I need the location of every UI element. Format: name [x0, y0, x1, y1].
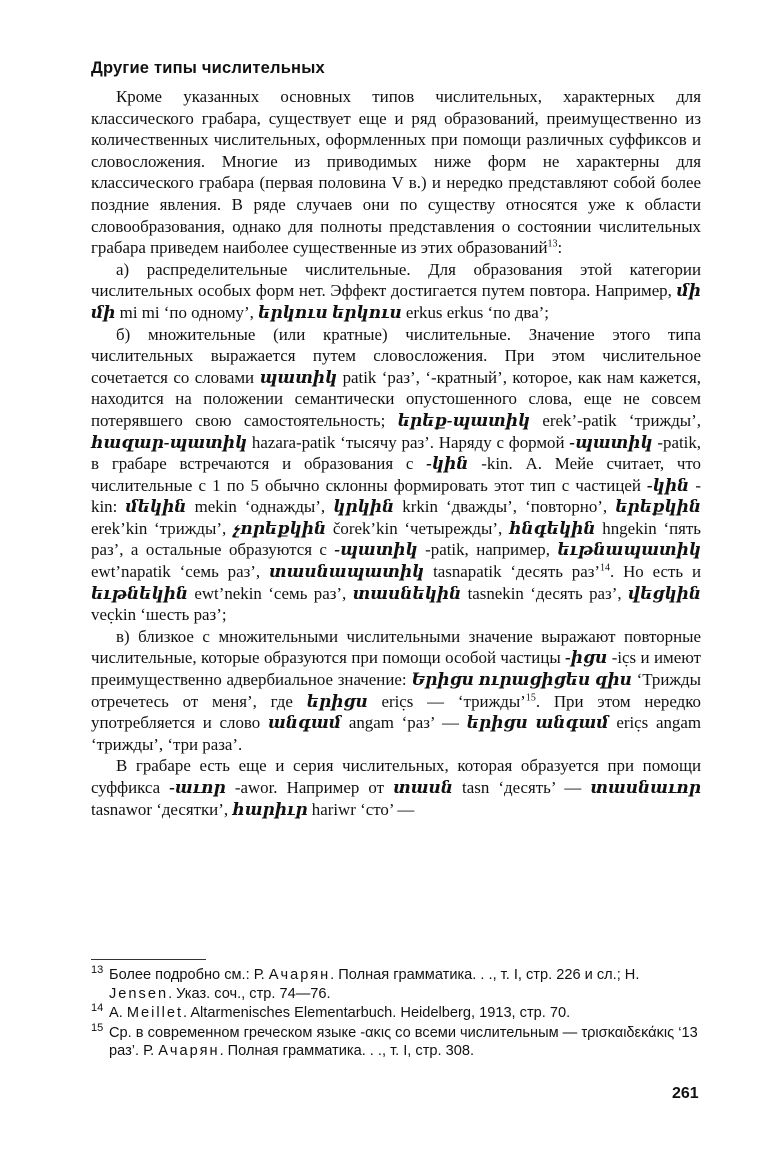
text-run: -patik, в грабаре встречаются и образования с	[91, 432, 702, 474]
armenian-word: հազար-պատիկ	[91, 432, 248, 452]
paragraph-awor-series	[91, 755, 701, 820]
text-run: -kin:	[91, 475, 701, 517]
text-run: tasn ‘десять’ —	[452, 778, 591, 797]
armenian-word: մեկին	[125, 497, 187, 517]
text-run: mekin ‘однажды’,	[186, 497, 334, 517]
footnote-ref-15[interactable]: 15	[525, 692, 536, 703]
armenian-word: -կին	[426, 454, 469, 474]
text-run: в) близкое с множительными числительными значение выражают повторные числительные, которые образуются при помощи особой частицы	[91, 626, 701, 668]
armenian-word: -պատիկ	[569, 432, 653, 452]
text-run: -patik, например,	[417, 540, 558, 560]
armenian-word: կրկին	[333, 497, 395, 517]
text-run: . Altarmenisches Elementarbuch. Heidelberg, 1913, стр. 70.	[183, 1005, 571, 1021]
paragraph-distributive	[91, 259, 701, 324]
armenian-word: հարիւր	[232, 799, 308, 819]
text-run: а) распределительные числительные. Для образования этой категории числительных особых форм нет. Эффект достигается путем повтора. Например,	[91, 259, 701, 301]
text-run: . Но есть и	[610, 562, 702, 582]
text-run: erek’-patik ‘трижды’,	[530, 410, 701, 430]
armenian-word: մի մի	[91, 281, 701, 322]
text-run: -ic̣s и имеют преимущественно адвербиальное значение:	[91, 648, 701, 690]
text-run: Кроме указанных основных типов числительных, характерных для классического грабара, существует еще и ряд образований, преимущественно из количественных числительных, оформленных при помощи различных суффиксов и словосложения. Многие из приводимых ниже форм не характерны для классического грабара (первая половина V в.) и нередко представляют собой более поздние явления. В ряде случаев они по существу относятся уже к области словообразования, однако для полноты представления о состоянии числительных грабара приведем наиболее существенные из этих образований	[91, 87, 701, 258]
text-run: Ср. в современном греческом языке -ακις со всеми числительным — τρισκαιδεκάκις ‘13 раз’. Р.	[109, 1024, 698, 1059]
armenian-word: երիցս անգամ	[466, 713, 609, 733]
armenian-word: հնգեկին	[508, 518, 596, 538]
author-name: Ачарян	[268, 967, 331, 983]
text-run: mi mi ‘по одному’,	[115, 302, 259, 322]
text-run: :	[557, 238, 563, 258]
armenian-word: չորեքկին	[233, 518, 327, 538]
text-run: tasnapatik ‘десять раз’	[424, 562, 601, 582]
armenian-word: -պատիկ	[334, 540, 418, 560]
text-run: tasnekin ‘десять раз’,	[461, 583, 628, 603]
footnote-divider	[91, 959, 206, 960]
text-run: -awor. Например от	[225, 778, 394, 797]
armenian-word: վեցկին	[627, 583, 701, 603]
text-run: ‘Трижды отречетесь от меня’, где	[91, 670, 701, 711]
text-run: A.	[109, 1005, 127, 1021]
text-run: krkin ‘дважды’, ‘повторно’,	[394, 497, 616, 517]
footnotes	[91, 966, 703, 1062]
text-run: angam ‘раз’ —	[341, 713, 467, 733]
text-run: . Полная грамматика. . ., т. I, стр. 308.	[219, 1043, 475, 1059]
armenian-word: եւթնապատիկ	[557, 540, 701, 560]
armenian-word: -իցս	[565, 648, 608, 668]
text-run: eric̣s — ‘трижды’	[367, 691, 526, 711]
armenian-word: -կին	[647, 475, 690, 495]
armenian-word: պատիկ	[259, 367, 338, 387]
text-run: . Полная грамматика. . ., т. I, стр. 226 и сл.; Н.	[330, 967, 640, 983]
text-run: patik ‘раз’, ‘-кратный’, которое, как нам кажется, находится на положении семантически опустошенного слова, еще не совсем потерявшего свою самостоятельность;	[91, 367, 701, 430]
text-run: erkus erkus ‘по два’;	[401, 302, 550, 322]
armenian-word: եւթնեկին	[91, 583, 188, 603]
armenian-word: երեքկին	[615, 497, 701, 517]
armenian-word: երկուս երկուս	[258, 302, 402, 322]
text-run: vec̣kin ‘шесть раз’;	[91, 605, 227, 625]
section-heading: Другие типы числительных	[91, 59, 325, 77]
armenian-word: երեք-պատիկ	[397, 410, 531, 430]
armenian-word: տասնապատիկ	[269, 562, 425, 582]
paragraph-multiplicative	[91, 324, 701, 626]
footnote-14: 14 A. Meillet. Altarmenisches Elementarbuch. Heidelberg, 1913, стр. 70.	[91, 1002, 571, 1021]
footnote-ref-13[interactable]: 13	[547, 238, 558, 250]
armenian-word: տասնեկին	[352, 583, 462, 603]
text-run: В грабаре есть еще и серия числительных, которая образуется при помощи суффикса	[91, 756, 701, 797]
main-text	[91, 86, 701, 820]
paragraph-intro	[91, 86, 701, 259]
armenian-word: Երիցս ուրացիցես զիս	[411, 670, 632, 690]
text-run: . При этом нередко употребляется и слово	[91, 691, 701, 733]
text-run: б) множительные (или кратные) числительные. Значение этого типа числительных выражается путем словосложения. При этом числительное сочетается со словами	[91, 324, 701, 387]
text-run: Более подробно см.: Р.	[109, 967, 269, 983]
author-name: Ачарян	[158, 1043, 220, 1059]
text-run: erek’kin ‘трижды’,	[91, 518, 233, 538]
paragraph-repetitive	[91, 626, 701, 756]
armenian-word: տասն	[393, 778, 453, 797]
author-name: Jensen	[109, 985, 169, 1002]
text-run: . Указ. соч., стр. 74—76.	[168, 985, 331, 1002]
footnote-15: 15 Ср. в современном греческом языке -ακις со всеми числительным — τρισκαιδεκάκις ‘13 раз’. Р. Ачарян. Полная грамматика. . ., т. I, стр. 308.	[91, 1021, 698, 1059]
text-run: ewt’nekin ‘семь раз’,	[187, 583, 353, 603]
armenian-word: տասնաւոր	[590, 778, 701, 797]
text-run: hngekin ‘пять раз’, а остальные образуются с	[91, 518, 701, 560]
armenian-word: -աւոր	[169, 778, 226, 797]
text-run: čorek’kin ‘четырежды’,	[326, 518, 509, 538]
footnote-ref-14[interactable]: 14	[600, 562, 611, 574]
armenian-word: անգամ	[267, 713, 342, 733]
text-run: tasnawor ‘десятки’,	[91, 799, 233, 819]
text-run: eric̣s angam ‘трижды’, ‘три раза’.	[91, 713, 701, 754]
text-run: hariwr ‘сто’ —	[307, 799, 415, 819]
footnote-13: 13 Более подробно см.: Р. Ачарян. Полная грамматика. . ., т. I, стр. 226 и сл.; Н. Jensen. Указ. соч., стр. 74—76.	[91, 964, 640, 1002]
text-run: hazara-patik ‘тысячу раз’. Наряду с формой	[247, 432, 570, 452]
text-run: -kin. А. Мейе считает, что числительные с 1 по 5 обычно склонны формировать этот тип с частицей	[91, 454, 701, 495]
armenian-word: երիցս	[306, 691, 368, 711]
author-name: Meillet	[126, 1005, 184, 1021]
text-run: ewt’napatik ‘семь раз’,	[91, 562, 269, 582]
page-number: 261	[672, 1085, 699, 1102]
